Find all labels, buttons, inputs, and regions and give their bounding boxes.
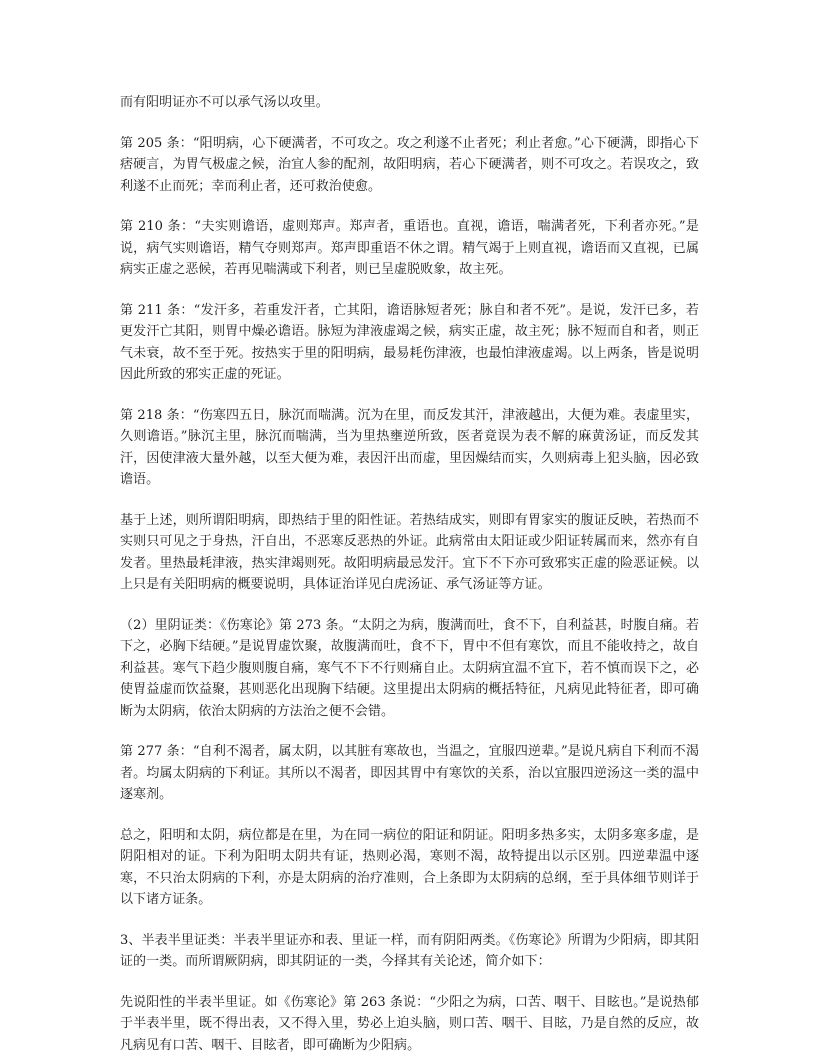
paragraph-article-205: 第 205 条：“阳明病，心下硬满者，不可攻之。攻之利遂不止者死；利止者愈。”心下硬满，即指心下痞硬言，为胃气极虚之候，治宜人参的配剂，故阳明病，若心下硬满者，则不可攻之。若误攻之，致利遂不止而死；幸而利止者，还可救治使愈。 <box>120 135 699 194</box>
document-page <box>120 92 699 1056</box>
paragraph-article-263: 先说阳性的半表半里证。如《伤寒论》第 263 条说：“少阳之为病，口苦、咽干、目眩也。”是说热郁于半表半里，既不得出表，又不得入里，势必上迫头脑，则口苦、咽干、目眩，乃是自然的反应，故凡病见有口苦、咽干、目眩者，即可确断为少阳病。 <box>120 994 699 1053</box>
paragraph-yangming-summary: 基于上述，则所谓阳明病，即热结于里的阳性证。若热结成实，则即有胃家实的腹证反映，若热而不实则只可见之于身热，汗自出，不恶寒反恶热的外证。此病常由太阳证或少阳证转属而来，然亦有自发者。里热最耗津液，热实津竭则死。故阳明病最忌发汗。宜下不下亦可致邪实正虚的险恶证候。以上只是有关阳明病的概要说明，具体证治详见白虎汤证、承气汤证等方证。 <box>120 512 699 592</box>
paragraph-interior-yin-article-273: （2）里阴证类：《伤寒论》第 273 条。“太阴之为病，腹满而吐，食不下，自利益甚，时腹自痛。若下之，必胸下结硬。”是说胃虚饮聚，故腹满而吐，食不下，胃中不但有寒饮，而且不能收持之，故自利益甚。寒气下趋少腹则腹自痛，寒气不下不行则痛自止。太阴病宜温不宜下，若不慎而误下之，必使胃益虚而饮益聚，甚则恶化出现胸下结硬。这里提出太阴病的概括特征，凡病见此特征者，即可确断为太阴病，依治太阴病的方法治之便不会错。 <box>120 617 699 719</box>
paragraph-half-exterior-half-interior-intro: 3、半表半里证类：半表半里证亦和表、里证一样，而有阴阳两类。《伤寒论》所谓为少阳病，即其阳证的一类。而所谓厥阴病，即其阴证的一类，今择其有关论述，简介如下： <box>120 932 699 969</box>
paragraph-article-277: 第 277 条：“自利不渴者，属太阴，以其脏有寒故也，当温之，宜服四逆辈。”是说凡病自下利而不渴者。均属太阴病的下利证。其所以不渴者，即因其胃中有寒饮的关系，治以宜服四逆汤这一类的温中逐寒剂。 <box>120 744 699 802</box>
paragraph-article-210: 第 210 条：“夫实则谵语，虚则郑声。郑声者，重语也。直视，谵语，喘满者死，下利者亦死。”是说，病气实则谵语，精气夺则郑声。郑声即重语不休之谓。精气竭于上则直视，谵语而又直视，已属病实正虚之恶候，若再见喘满或下利者，则已呈虚脱败象，故主死。 <box>120 219 699 277</box>
paragraph-article-218: 第 218 条：“伤寒四五日，脉沉而喘满。沉为在里，而反发其汗，津液越出，大便为难。表虚里实，久则谵语。”脉沉主里，脉沉而喘满，当为里热壅逆所致，医者竟误为表不解的麻黄汤证，而反发其汗，因使津液大量外越，以至大便为难，表因汗出而虚，里因燥结而实，久则病毒上犯头脑，因必致谵语。 <box>120 407 699 487</box>
paragraph-yangming-taiyin-summary: 总之，阳明和太阴，病位都是在里，为在同一病位的阳证和阴证。阳明多热多实，太阴多寒多虚，是阴阳相对的证。下利为阳明太阴共有证，热则必渴，寒则不渴，故特提出以示区别。四逆辈温中逐寒，不只治太阴病的下利，亦是太阴病的治疗准则，合上条即为太阴病的总纲，至于具体细节则详于以下诸方证条。 <box>120 827 699 907</box>
paragraph-article-211: 第 211 条：“发汗多，若重发汗者，亡其阳，谵语脉短者死；脉自和者不死”。是说，发汗已多，若更发汗亡其阳，则胃中燥必谵语。脉短为津液虚竭之候，病实正虚，故主死；脉不短而自和者，则正气未衰，故不至于死。按热实于里的阳明病，最易耗伤津液，也最怕津液虚竭。以上两条，皆是说明因此所致的邪实正虚的死证。 <box>120 302 699 382</box>
paragraph-yangming-contraindication: 而有阳明证亦不可以承气汤以攻里。 <box>120 95 329 110</box>
